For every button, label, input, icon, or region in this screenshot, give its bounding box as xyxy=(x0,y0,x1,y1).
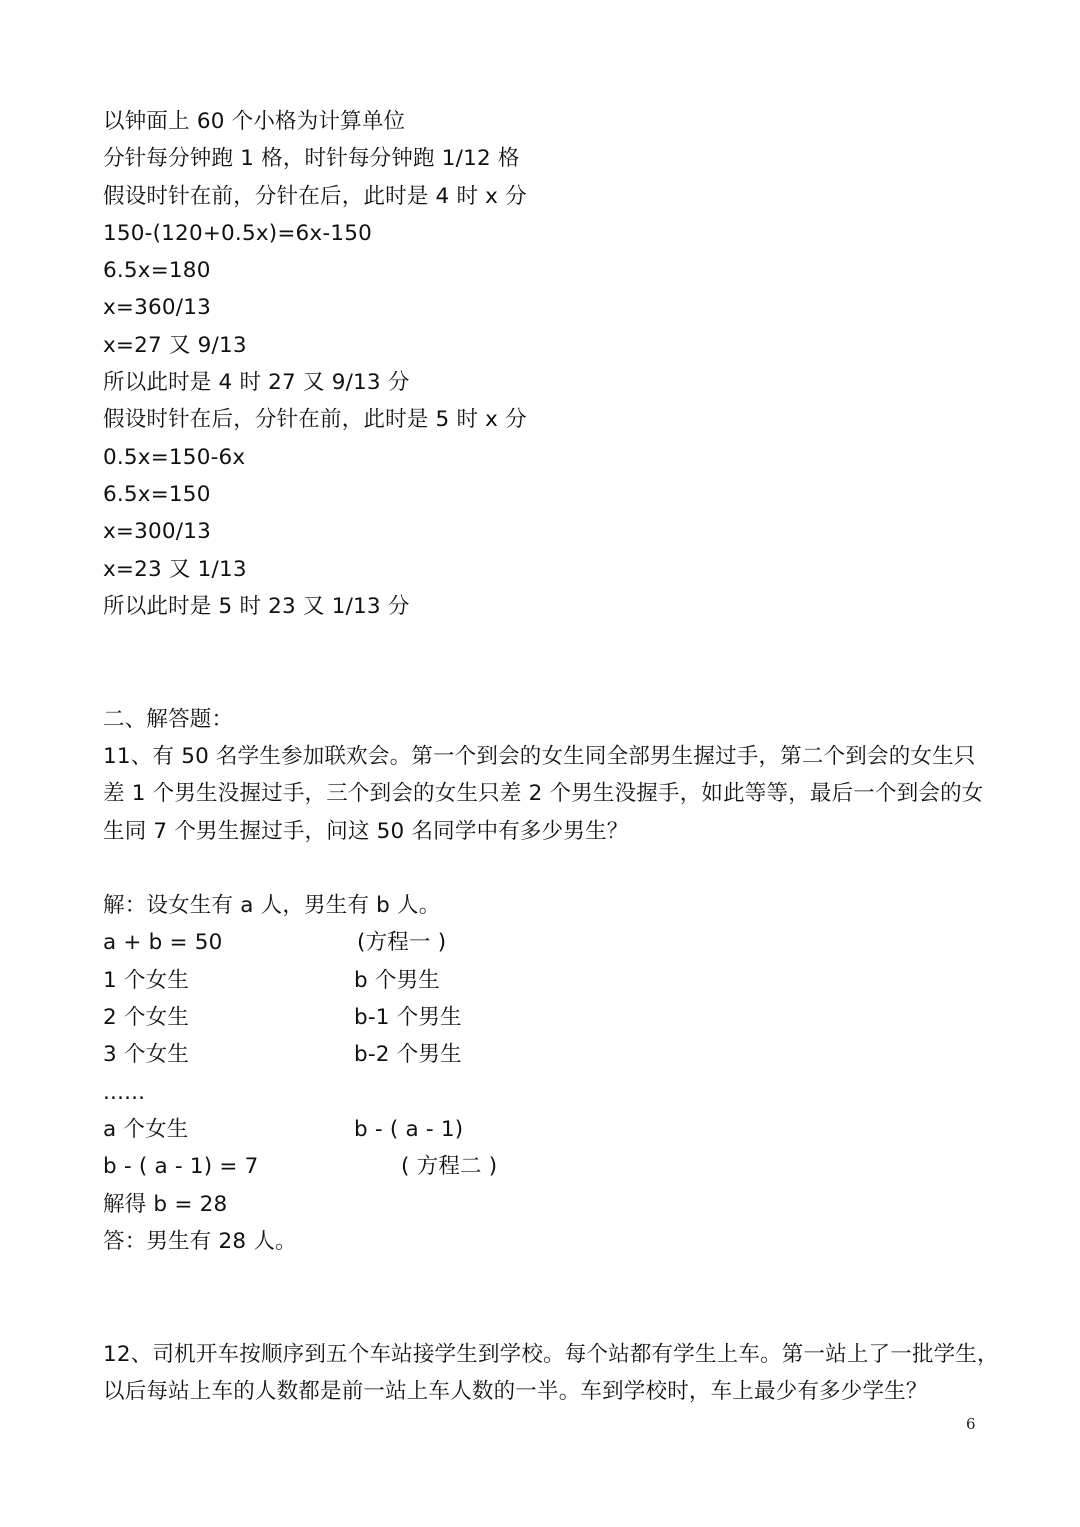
boy-count: b - ( a - 1) xyxy=(354,1117,464,1142)
handshake-row xyxy=(103,967,503,995)
solution-line: 假设时针在后，分针在前，此时是 5 时 x 分 xyxy=(103,407,527,432)
equation-one-label: (方程一 ) xyxy=(357,930,447,955)
equation-line: 150-(120+0.5x)=6x-150 xyxy=(103,221,372,246)
equation-line: 6.5x=150 xyxy=(103,482,211,507)
question-text-line: 11、有 50 名学生参加联欢会。第一个到会的女生同全部男生握过手，第二个到会的女生只 xyxy=(103,744,976,769)
question-text-line: 以后每站上车的人数都是前一站上车人数的一半。车到学校时，车上最少有多少学生？ xyxy=(103,1379,928,1404)
boy-count: b-1 个男生 xyxy=(354,1005,462,1030)
answer-line: 答：男生有 28 人。 xyxy=(103,1229,297,1254)
equation-two-label: ( 方程二 ) xyxy=(401,1154,498,1179)
question-text-line: 差 1 个男生没握过手，三个到会的女生只差 2 个男生没握手，如此等等，最后一个到会的女 xyxy=(103,781,984,806)
handshake-row xyxy=(103,1041,503,1069)
equation-line: x=360/13 xyxy=(103,295,211,320)
handshake-row xyxy=(103,1004,503,1032)
equation-line: 0.5x=150-6x xyxy=(103,445,246,470)
boy-count: b 个男生 xyxy=(354,968,440,993)
section-title: 二、解答题： xyxy=(103,707,234,732)
question-text-line: 生同 7 个男生握过手，问这 50 名同学中有多少男生？ xyxy=(103,819,629,844)
solution-intro: 解：设女生有 a 人，男生有 b 人。 xyxy=(103,893,441,918)
page-number: 6 xyxy=(966,1415,976,1433)
girl-count: 3 个女生 xyxy=(103,1042,190,1067)
conclusion-line: 所以此时是 4 时 27 又 9/13 分 xyxy=(103,370,410,395)
result-line: 解得 b = 28 xyxy=(103,1192,228,1217)
equation-line: x=23 又 1/13 xyxy=(103,557,247,582)
solution-line: 假设时针在前，分针在后，此时是 4 时 x 分 xyxy=(103,184,527,209)
handshake-row-last xyxy=(103,1116,503,1144)
equation-one-row xyxy=(103,929,503,957)
equation-line: x=300/13 xyxy=(103,519,211,544)
equation-line: x=27 又 9/13 xyxy=(103,333,247,358)
equation-two: b - ( a - 1) = 7 xyxy=(103,1154,259,1179)
solution-line: 以钟面上 60 个小格为计算单位 xyxy=(103,109,406,134)
solution-line: 分针每分钟跑 1 格，时针每分钟跑 1/12 格 xyxy=(103,146,520,171)
conclusion-line: 所以此时是 5 时 23 又 1/13 分 xyxy=(103,594,410,619)
equation-two-row xyxy=(103,1153,553,1181)
equation-line: 6.5x=180 xyxy=(103,258,211,283)
girl-count: 2 个女生 xyxy=(103,1005,190,1030)
equation-one: a + b = 50 xyxy=(103,930,223,955)
question-text-line: 12、司机开车按顺序到五个车站接学生到学校。每个站都有学生上车。第一站上了一批学生， xyxy=(103,1342,999,1367)
girl-count: 1 个女生 xyxy=(103,968,190,993)
boy-count: b-2 个男生 xyxy=(354,1042,462,1067)
ellipsis: ...... xyxy=(103,1080,146,1105)
girl-count: a 个女生 xyxy=(103,1117,189,1142)
